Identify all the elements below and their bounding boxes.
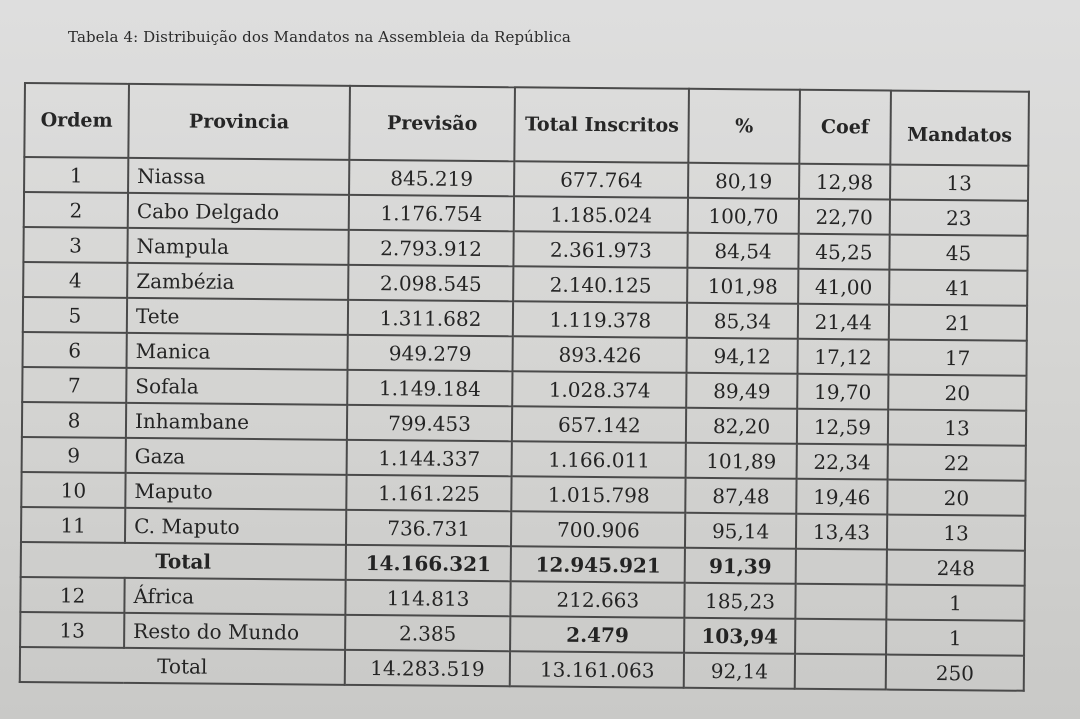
cell-percent: 103,94: [684, 618, 795, 654]
cell-previsao: 2.098.545: [348, 265, 514, 301]
cell-inscritos: 1.185.024: [514, 196, 688, 233]
cell-coef: 22,34: [796, 444, 888, 480]
subtotal-label: Total: [21, 542, 346, 580]
cell-percent: 94,12: [687, 338, 798, 374]
cell-provincia: Niassa: [128, 158, 349, 195]
grand-total-row: [20, 647, 1024, 691]
cell-mandatos: 45: [889, 235, 1027, 271]
cell-previsao: 949.279: [347, 335, 513, 371]
cell-inscritos: 893.426: [513, 336, 687, 373]
cell-ordem: 8: [22, 402, 126, 438]
cell-provincia: África: [124, 578, 345, 615]
cell-ordem: 3: [23, 227, 127, 263]
cell-mandatos: 41: [889, 270, 1027, 306]
cell-inscritos: 2.140.125: [513, 266, 687, 303]
subtotal-mandatos: 248: [887, 550, 1025, 586]
cell-inscritos: 700.906: [511, 511, 685, 548]
grand-total-mandatos: 250: [886, 655, 1024, 691]
cell-inscritos: 1.166.011: [512, 441, 686, 478]
cell-mandatos: 13: [888, 410, 1026, 446]
cell-ordem: 4: [23, 262, 127, 298]
cell-provincia: Manica: [127, 333, 348, 370]
subtotal-inscritos: 12.945.921: [511, 546, 685, 583]
cell-ordem: 2: [24, 192, 128, 228]
cell-previsao: 845.219: [349, 160, 515, 196]
cell-mandatos: 13: [890, 165, 1028, 201]
grand-total-percent: 92,14: [684, 653, 795, 689]
cell-percent: 82,20: [686, 408, 797, 444]
cell-inscritos: 212.663: [511, 581, 685, 618]
cell-previsao: 1.311.682: [348, 300, 514, 336]
cell-ordem: 13: [20, 612, 124, 648]
cell-mandatos: 1: [886, 620, 1024, 656]
cell-mandatos: 20: [887, 480, 1025, 516]
grand-total-label: Total: [20, 647, 345, 685]
cell-ordem: 7: [22, 367, 126, 403]
cell-ordem: 12: [20, 577, 124, 613]
cell-previsao: 114.813: [345, 580, 511, 616]
cell-mandatos: 23: [890, 200, 1028, 236]
cell-previsao: 1.149.184: [347, 370, 513, 406]
cell-coef-empty: [795, 584, 887, 620]
cell-mandatos: 21: [889, 305, 1027, 341]
header-provincia: Provincia: [128, 84, 349, 160]
cell-coef: 17,12: [797, 339, 889, 375]
cell-ordem: 1: [24, 157, 128, 193]
cell-ordem: 9: [22, 437, 126, 473]
header-mandatos: Mandatos: [890, 91, 1029, 166]
cell-inscritos: 1.015.798: [512, 476, 686, 513]
header-row: [24, 83, 1029, 166]
cell-provincia: Gaza: [126, 438, 347, 475]
cell-provincia: Resto do Mundo: [124, 613, 345, 650]
grand-total-previsao: 14.283.519: [345, 650, 511, 686]
cell-previsao: 799.453: [347, 405, 513, 441]
cell-mandatos: 20: [888, 375, 1026, 411]
cell-inscritos: 657.142: [512, 406, 686, 443]
cell-coef: 22,70: [798, 199, 890, 235]
cell-provincia: Inhambane: [126, 403, 347, 440]
cell-coef: 41,00: [798, 269, 890, 305]
cell-inscritos: 677.764: [514, 161, 688, 198]
cell-coef: 45,25: [798, 234, 890, 270]
cell-percent: 100,70: [688, 198, 799, 234]
cell-mandatos: 13: [887, 515, 1025, 551]
cell-coef: 21,44: [798, 304, 890, 340]
header-total-inscritos: Total Inscritos: [515, 87, 690, 163]
header-coef: Coef: [799, 90, 891, 165]
cell-coef: 13,43: [796, 514, 888, 550]
cell-percent: 80,19: [688, 163, 799, 199]
cell-percent: 95,14: [685, 513, 796, 549]
cell-coef: 12,98: [799, 164, 891, 200]
subtotal-previsao: 14.166.321: [345, 545, 511, 581]
cell-percent: 185,23: [685, 583, 796, 619]
cell-previsao: 1.176.754: [348, 195, 514, 231]
cell-coef: 19,70: [797, 374, 889, 410]
header-ordem: Ordem: [24, 83, 129, 158]
cell-percent: 89,49: [687, 373, 798, 409]
cell-inscritos: 1.028.374: [513, 371, 687, 408]
subtotal-coef-empty: [795, 549, 887, 585]
cell-percent: 101,89: [686, 443, 797, 479]
cell-previsao: 736.731: [346, 510, 512, 546]
cell-coef-empty: [795, 619, 887, 655]
cell-coef: 19,46: [796, 479, 888, 515]
cell-provincia: Sofala: [126, 368, 347, 405]
cell-coef: 12,59: [797, 409, 889, 445]
cell-provincia: Zambézia: [127, 263, 348, 300]
cell-provincia: Maputo: [125, 473, 346, 510]
cell-percent: 101,98: [687, 268, 798, 304]
cell-inscritos: 2.361.973: [514, 231, 688, 268]
cell-inscritos: 2.479: [510, 616, 684, 653]
cell-ordem: 11: [21, 507, 125, 543]
cell-provincia: Nampula: [127, 228, 348, 265]
cell-provincia: Cabo Delgado: [128, 193, 349, 230]
cell-previsao: 1.161.225: [346, 475, 512, 511]
table-caption: Tabela 4: Distribuição dos Mandatos na Assembleia da República: [68, 28, 571, 46]
cell-mandatos: 17: [888, 340, 1026, 376]
subtotal-percent: 91,39: [685, 548, 796, 584]
cell-percent: 84,54: [688, 233, 799, 269]
cell-percent: 85,34: [687, 303, 798, 339]
cell-provincia: Tete: [127, 298, 348, 335]
header-percent: %: [689, 89, 800, 164]
cell-ordem: 10: [21, 472, 125, 508]
cell-ordem: 5: [23, 297, 127, 333]
cell-previsao: 1.144.337: [346, 440, 512, 476]
cell-percent: 87,48: [686, 478, 797, 514]
header-previsao: Previsão: [349, 86, 515, 161]
mandates-table: [19, 82, 1030, 692]
grand-total-coef-empty: [794, 654, 886, 690]
cell-mandatos: 1: [886, 585, 1024, 621]
cell-mandatos: 22: [888, 445, 1026, 481]
cell-ordem: 6: [23, 332, 127, 368]
cell-inscritos: 1.119.378: [513, 301, 687, 338]
cell-provincia: C. Maputo: [125, 508, 346, 545]
cell-previsao: 2.385: [345, 615, 511, 651]
grand-total-inscritos: 13.161.063: [510, 651, 684, 688]
cell-previsao: 2.793.912: [348, 230, 514, 266]
